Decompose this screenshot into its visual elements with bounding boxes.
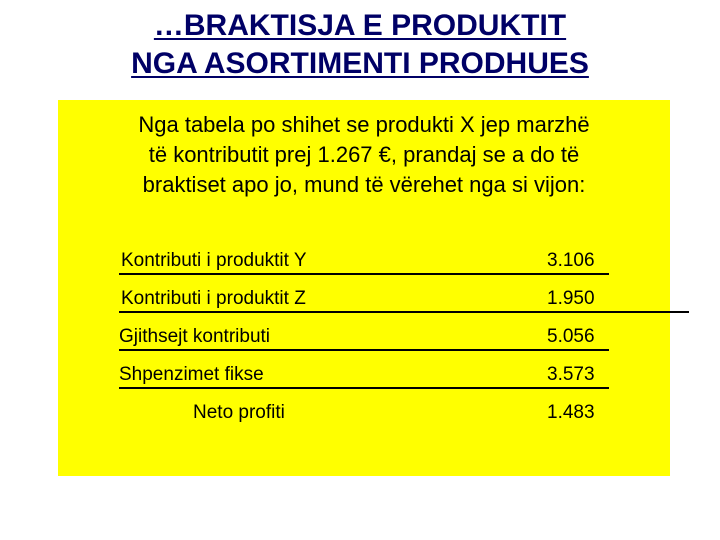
row-label: Gjithsejt kontributi bbox=[119, 326, 271, 347]
intro-line-1: Nga tabela po shihet se produkti X jep marzhë bbox=[138, 112, 590, 137]
row-label: Neto profiti bbox=[193, 402, 285, 423]
row-underline bbox=[119, 349, 609, 351]
slide-title-line-2: NGA ASORTIMENTI PRODHUES bbox=[131, 47, 589, 80]
row-value: 5.056 bbox=[547, 326, 595, 347]
row-value: 1.483 bbox=[547, 402, 595, 423]
table-row-contribution-y bbox=[0, 250, 720, 278]
intro-line-3: braktiset apo jo, mund të vërehet nga si vijon: bbox=[142, 172, 586, 197]
row-label: Kontributi i produktit Y bbox=[121, 250, 307, 271]
row-underline bbox=[119, 273, 609, 275]
row-value: 3.573 bbox=[547, 364, 595, 385]
intro-text bbox=[58, 110, 670, 200]
row-underline bbox=[119, 311, 689, 313]
row-value: 1.950 bbox=[547, 288, 595, 309]
row-value: 3.106 bbox=[547, 250, 595, 271]
table-row-net-profit bbox=[0, 402, 720, 430]
intro-line-2: të kontributit prej 1.267 €, prandaj se a do të bbox=[148, 142, 580, 167]
table-row-contribution-z bbox=[0, 288, 720, 316]
table-row-fixed-costs bbox=[0, 364, 720, 392]
slide-title-line-1: …BRAKTISJA E PRODUKTIT bbox=[153, 9, 567, 42]
row-label: Kontributi i produktit Z bbox=[121, 288, 306, 309]
table-row-total-contribution bbox=[0, 326, 720, 354]
row-label: Shpenzimet fikse bbox=[119, 364, 264, 385]
row-underline bbox=[119, 387, 609, 389]
